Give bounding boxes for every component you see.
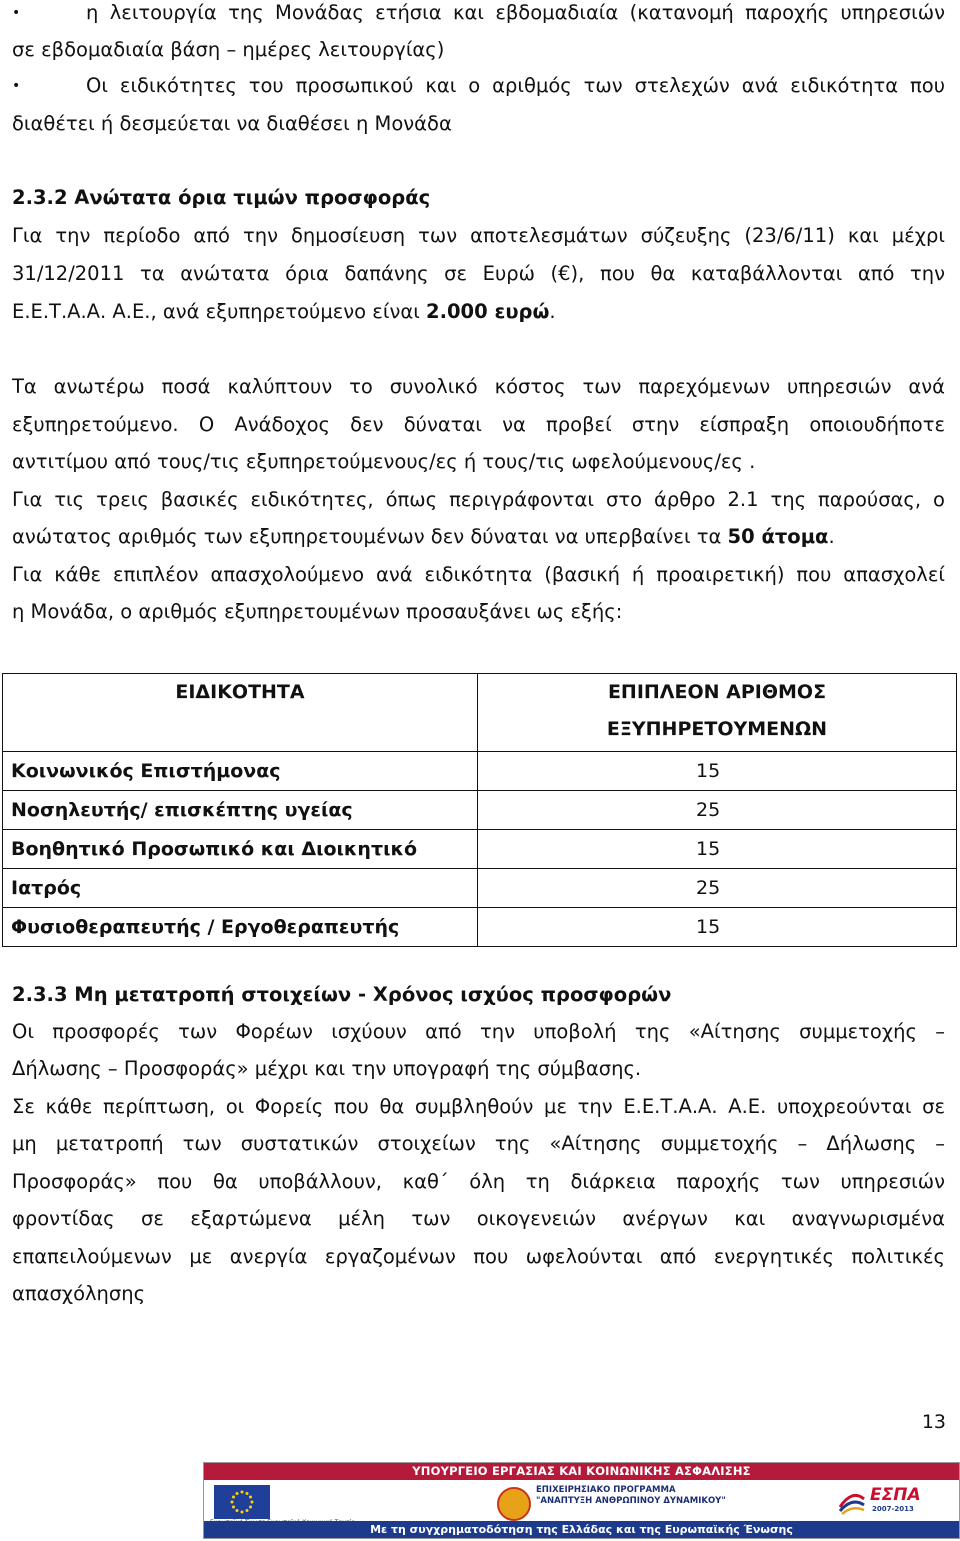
page-number: 13	[921, 1411, 946, 1433]
text-run: ανώτατος αριθμός των εξυπηρετουμένων δεν δύναται να υπερβαίνει τα	[12, 525, 728, 548]
bullet-text-cont: διαθέτει ή δεσμεύεται να διαθέσει η Μονάδα	[12, 112, 452, 135]
bullet-text: Οι ειδικότητες του προσωπικού και ο αριθμός των στελεχών ανά ειδικότητα που	[86, 74, 945, 97]
specialty-cell: Κοινωνικός Επιστήμονας	[3, 752, 478, 791]
section-heading: 2.3.2 Ανώτατα όρια τιμών προσφοράς	[12, 186, 431, 209]
paragraph-line: Για κάθε επιπλέον απασχολούμενο ανά ειδικότητα (βασική ή προαιρετική) που απασχολεί	[12, 563, 945, 586]
paragraph-line: Τα ανωτέρω ποσά καλύπτουν το συνολικό κόστος των παρεχόμενων υπηρεσιών ανά	[12, 375, 945, 398]
espa-word: ΕΣΠΑ	[870, 1485, 921, 1505]
paragraph-line: Δήλωσης – Προσφοράς» μέχρι και την υπογραφή της σύμβασης.	[12, 1057, 642, 1080]
specialty-table	[2, 673, 957, 947]
section-heading: 2.3.3 Μη μετατροπή στοιχείων - Χρόνος ισχύος προσφορών	[12, 983, 672, 1006]
cofinance-bar: Με τη συγχρηματοδότηση της Ελλάδας και της Ευρωπαϊκής Ένωσης	[204, 1521, 959, 1538]
header-specialty	[3, 674, 478, 752]
paragraph-line: Για τις τρεις βασικές ειδικότητες, όπως περιγράφονται στο άρθρο 2.1 της παρούσας, ο	[12, 488, 945, 511]
paragraph-line: απασχόλησης	[12, 1282, 146, 1305]
text-run: .	[828, 525, 835, 548]
count-cell: 25	[478, 791, 957, 830]
specialty-cell: Ιατρός	[3, 869, 478, 908]
paragraph-line: Σε κάθε περίπτωση, οι Φορείς που θα συμβληθούν με την Ε.Ε.Τ.Α.Α. Α.Ε. υποχρεούνται σε	[12, 1095, 945, 1118]
bullet-icon: •	[12, 5, 21, 21]
count-cell: 15	[478, 752, 957, 791]
table-row	[3, 830, 957, 869]
paragraph-line: επαπειλούμενων με ανεργία εργαζομένων που ωφελούνται από ενεργητικές πολιτικές	[12, 1245, 945, 1268]
limit-text: 50 άτομα	[727, 525, 829, 548]
amount-text: 2.000 ευρώ	[426, 300, 550, 323]
paragraph-line: Για την περίοδο από την δημοσίευση των αποτελεσμάτων σύζευξης (23/6/11) και μέχρι	[12, 224, 945, 247]
espa-years: 2007-2013	[872, 1505, 914, 1513]
specialty-cell: Βοηθητικό Προσωπικό και Διοικητικό	[3, 830, 478, 869]
paragraph-line: Οι προσφορές των Φορέων ισχύουν από την υποβολή της «Αίτησης συμμετοχής –	[12, 1020, 945, 1043]
text-run: .	[549, 300, 556, 323]
paragraph-line: μη μετατροπή των συστατικών στοιχείων της «Αίτησης συμμετοχής – Δήλωσης –	[12, 1132, 945, 1155]
ministry-bar: ΥΠΟΥΡΓΕΙΟ ΕΡΓΑΣΙΑΣ ΚΑΙ ΚΟΙΝΩΝΙΚΗΣ ΑΣΦΑΛΙΣΗΣ	[204, 1463, 959, 1480]
paragraph-line: αντιτίμου από τους/τις εξυπηρετούμενους/ες ή τους/τις ωφελούμενους/ες .	[12, 450, 756, 473]
text-run: Ε.Ε.Τ.Α.Α. Α.Ε., ανά εξυπηρετούμενο είναι	[12, 300, 426, 323]
header-specialty-label: ΕΙΔΙΚΟΤΗΤΑ	[175, 681, 305, 703]
bullet-text-cont: σε εβδομαδιαία βάση – ημέρες λειτουργίας)	[12, 38, 445, 61]
count-cell: 15	[478, 830, 957, 869]
footer-banner	[203, 1462, 960, 1539]
bullet-text: η λειτουργία της Μονάδας ετήσια και εβδομαδιαία (κατανομή παροχής υπηρεσιών	[86, 1, 945, 24]
programme-line2: "ΑΝΑΠΤΥΞΗ ΑΝΘΡΩΠΙΝΟΥ ΔΥΝΑΜΙΚΟΥ"	[536, 1496, 726, 1506]
paragraph-line: εξυπηρετούμενο. Ο Ανάδοχος δεν δύναται να προβεί στην είσπραξη οποιουδήποτε	[12, 413, 945, 436]
programme-logo-icon	[497, 1487, 531, 1521]
programme-line1: ΕΠΙΧΕΙΡΗΣΙΑΚΟ ΠΡΟΓΡΑΜΜΑ	[536, 1485, 676, 1495]
paragraph-line: 31/12/2011 τα ανώτατα όρια δαπάνης σε Ευρώ (€), που θα καταβάλλονται από την	[12, 262, 945, 285]
paragraph-line: Προσφοράς» που θα υποβάλλουν, καθ΄ όλη τη διάρκεια παροχής των υπηρεσιών	[12, 1170, 945, 1193]
eu-flag-icon	[214, 1485, 270, 1519]
header-count	[478, 674, 957, 752]
table-row	[3, 752, 957, 791]
count-cell: 15	[478, 908, 957, 947]
count-cell: 25	[478, 869, 957, 908]
table-header-row	[3, 674, 957, 752]
paragraph-line	[12, 301, 945, 323]
espa-mark-icon	[838, 1489, 866, 1515]
specialty-cell: Νοσηλευτής/ επισκέπτης υγείας	[3, 791, 478, 830]
programme-title	[536, 1485, 756, 1507]
espa-logo	[834, 1485, 944, 1521]
paragraph-line	[12, 526, 945, 548]
paragraph-line: η Μονάδα, ο αριθμός εξυπηρετουμένων προσαυξάνει ως εξής:	[12, 600, 623, 623]
specialty-cell: Φυσιοθεραπευτής / Εργοθεραπευτής	[3, 908, 478, 947]
table-row	[3, 869, 957, 908]
header-count-line2: ΕΞΥΠΗΡΕΤΟΥΜΕΝΩΝ	[606, 718, 828, 740]
header-count-line1: ΕΠΙΠΛΕΟΝ ΑΡΙΘΜΟΣ	[607, 681, 827, 703]
table-row	[3, 791, 957, 830]
paragraph-line: φροντίδας σε εξαρτώμενα μέλη των οικογενειών ανέργων και αναγνωρισμένα	[12, 1207, 945, 1230]
bullet-icon: •	[12, 78, 21, 94]
table-row	[3, 908, 957, 947]
